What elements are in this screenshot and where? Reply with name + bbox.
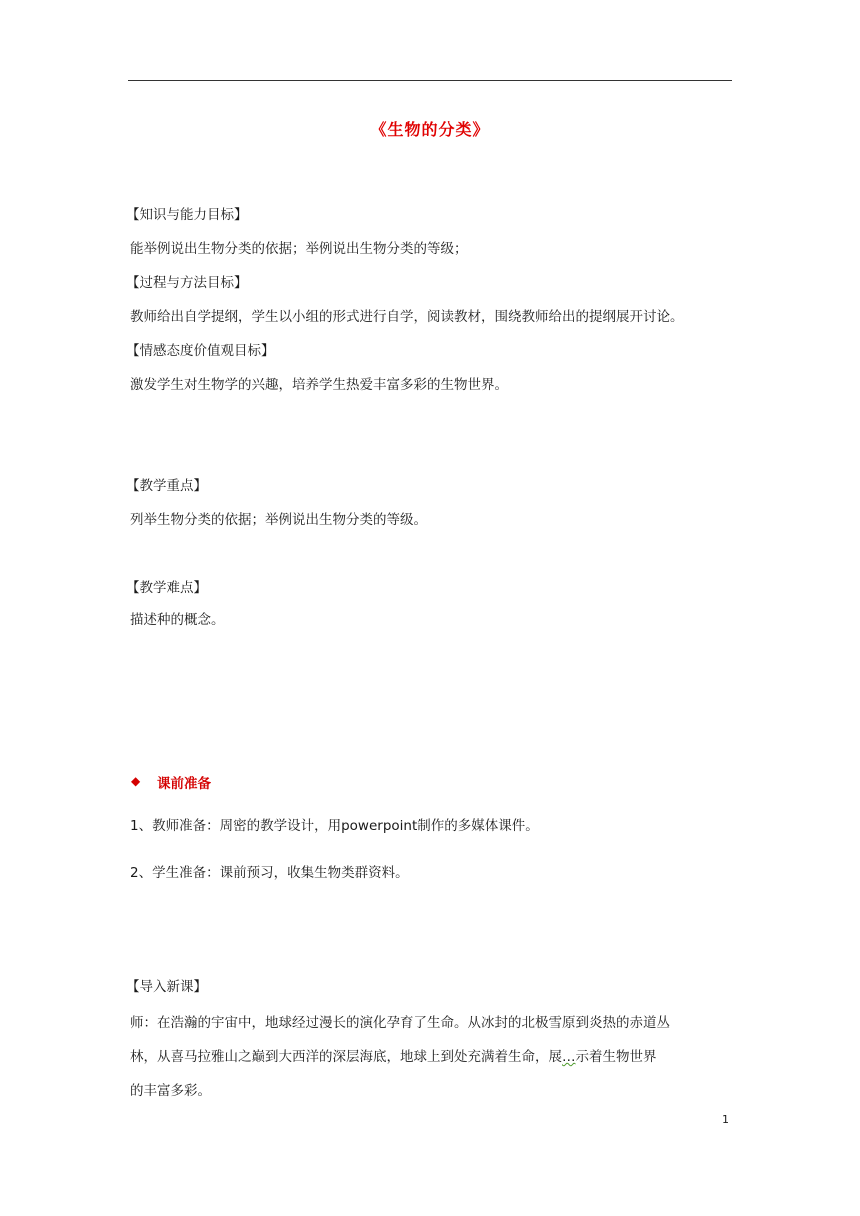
key-points-text: 列举生物分类的依据；举例说出生物分类的等级。: [130, 512, 427, 528]
header-rule: [128, 80, 732, 81]
introduction-line-2-marked: …: [562, 1049, 576, 1065]
introduction-line-3: 的丰富多彩。: [130, 1083, 211, 1099]
introduction-line-2-part-a: 林，从喜马拉雅山之巅到大西洋的深层海底，地球上到处充满着生命，展: [130, 1049, 562, 1065]
difficult-points-text: 描述种的概念。: [130, 612, 225, 628]
process-objective-heading: 【过程与方法目标】: [126, 275, 248, 291]
knowledge-objective-text: 能举例说出生物分类的依据；举例说出生物分类的等级；: [130, 241, 468, 257]
document-title: 《生物的分类》: [370, 120, 490, 139]
page-number: 1: [722, 1113, 729, 1126]
preparation-heading: 课前准备: [157, 776, 211, 792]
emotion-objective-text: 激发学生对生物学的兴趣，培养学生热爱丰富多彩的生物世界。: [130, 377, 508, 393]
key-points-heading: 【教学重点】: [126, 478, 207, 494]
introduction-heading: 【导入新课】: [126, 979, 207, 995]
student-preparation: 2、学生准备：课前预习，收集生物类群资料。: [130, 865, 409, 881]
introduction-line-2: [130, 1047, 657, 1067]
process-objective-text: 教师给出自学提纲，学生以小组的形式进行自学，阅读教材，围绕教师给出的提纲展开讨论。: [130, 309, 684, 325]
knowledge-objective-heading: 【知识与能力目标】: [126, 207, 248, 223]
emotion-objective-heading: 【情感态度价值观目标】: [126, 343, 275, 359]
diamond-bullet-icon: ◆: [131, 774, 141, 788]
introduction-line-2-part-c: 示着生物世界: [575, 1049, 657, 1065]
introduction-line-1: 师：在浩瀚的宇宙中，地球经过漫长的演化孕育了生命。从冰封的北极雪原到炎热的赤道丛: [130, 1015, 670, 1031]
difficult-points-heading: 【教学难点】: [126, 580, 207, 596]
teacher-preparation: 1、教师准备：周密的教学设计，用powerpoint制作的多媒体课件。: [130, 818, 539, 834]
